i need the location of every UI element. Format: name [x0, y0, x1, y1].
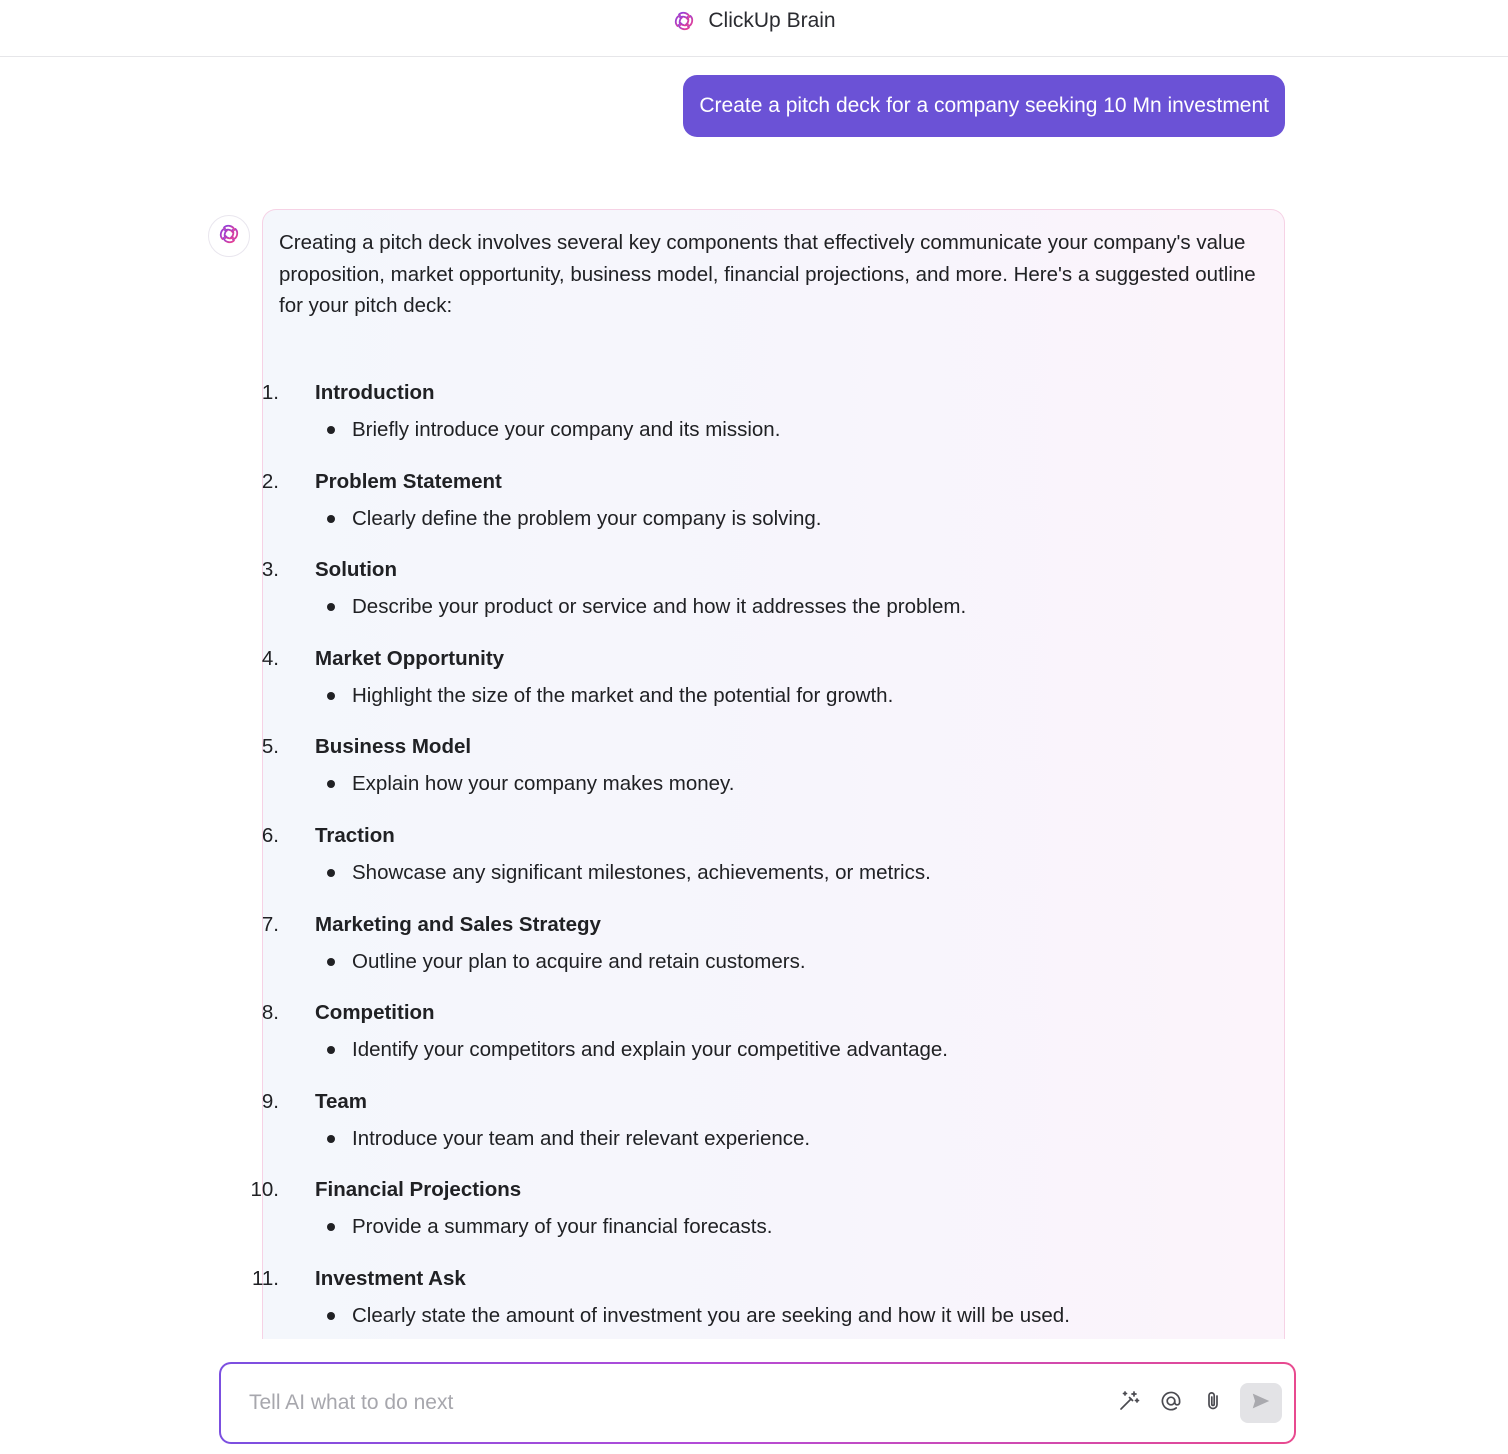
item-title: Traction: [315, 823, 395, 847]
ai-actions-button[interactable]: [1108, 1382, 1150, 1424]
item-description: Outline your plan to acquire and retain customers.: [352, 949, 806, 973]
list-item: [263, 375, 1263, 464]
item-description: Introduce your team and their relevant experience.: [352, 1126, 811, 1150]
app-title: ClickUp Brain: [708, 9, 836, 32]
item-description: Showcase any significant milestones, achievements, or metrics.: [352, 860, 931, 884]
item-description: Briefly introduce your company and its mission.: [352, 418, 781, 441]
item-title: Marketing and Sales Strategy: [315, 912, 601, 936]
item-description: Clearly define the problem your company is solving.: [352, 506, 822, 530]
item-title: Financial Projections: [315, 1178, 522, 1202]
ai-avatar: [208, 215, 250, 257]
ai-response-card: [250, 209, 1285, 1339]
item-description: Identify your competitors and explain your competitive advantage.: [352, 1038, 948, 1062]
item-title: Introduction: [315, 381, 435, 404]
bullet-icon: [327, 515, 335, 523]
bullet-icon: [327, 1223, 335, 1231]
mention-icon: [1159, 1389, 1183, 1418]
bullet-icon: [327, 1135, 335, 1143]
send-icon: [1250, 1390, 1272, 1417]
item-number: 5.: [261, 735, 279, 759]
ai-response-intro: Creating a pitch deck involves several key components that effectively communicate your company's value proposition, market opportunity, business model, financial projections, and more. Here's a suggested outline for your pitch deck:: [279, 231, 1256, 317]
composer-inner: [221, 1364, 1294, 1442]
item-number: 4.: [261, 646, 279, 670]
item-description: Highlight the size of the market and the potential for growth.: [352, 683, 894, 707]
item-title: Investment Ask: [315, 1266, 466, 1290]
list-item: [263, 1084, 1263, 1173]
list-item: [263, 729, 1263, 818]
item-title: Problem Statement: [315, 469, 502, 493]
list-item: [263, 464, 1263, 553]
item-number: 9.: [261, 1089, 279, 1113]
list-item: [252, 1261, 1263, 1350]
item-number: 11.: [252, 1266, 279, 1290]
bullet-icon: [327, 1312, 335, 1320]
item-number: 1.: [261, 381, 279, 404]
item-number: 8.: [261, 1001, 279, 1025]
user-message-bubble: Create a pitch deck for a company seeking 10 Mn investment: [683, 75, 1285, 137]
header-brand: [672, 9, 835, 33]
bullet-icon: [327, 869, 335, 877]
magic-wand-icon: [1117, 1389, 1141, 1418]
list-item: [250, 1172, 1263, 1261]
clickup-brain-logo-icon: [672, 9, 696, 33]
list-item: [263, 907, 1263, 996]
composer-tools: [1108, 1382, 1282, 1424]
item-number: 6.: [261, 823, 279, 847]
bullet-icon: [327, 958, 335, 966]
list-item: [263, 552, 1263, 641]
clickup-brain-avatar-icon: [217, 222, 241, 251]
item-title: Competition: [315, 1001, 435, 1025]
item-description: Explain how your company makes money.: [352, 772, 735, 796]
prompt-input[interactable]: [247, 1364, 1087, 1442]
bullet-icon: [327, 692, 335, 700]
pitch-deck-outline: [250, 375, 1263, 1350]
list-item: [263, 641, 1263, 730]
list-item: [263, 818, 1263, 907]
item-title: Market Opportunity: [315, 646, 505, 670]
bullet-icon: [327, 603, 335, 611]
item-title: Team: [315, 1089, 368, 1113]
item-title: Business Model: [315, 735, 472, 759]
attach-icon: [1201, 1389, 1225, 1418]
item-number: 3.: [261, 558, 279, 582]
item-description: Clearly state the amount of investment you are seeking and how it will be used.: [352, 1303, 1070, 1327]
item-description: Provide a summary of your financial forecasts.: [352, 1215, 773, 1239]
list-item: [263, 995, 1263, 1084]
send-button[interactable]: [1240, 1383, 1282, 1423]
bullet-icon: [327, 426, 335, 434]
item-title: Solution: [315, 558, 397, 582]
mention-button[interactable]: [1150, 1382, 1192, 1424]
composer: [219, 1362, 1296, 1444]
bullet-icon: [327, 1046, 335, 1054]
item-number: 2.: [261, 469, 279, 493]
top-bar: [0, 0, 1508, 57]
bullet-icon: [327, 780, 335, 788]
item-description: Describe your product or service and how it addresses the problem.: [352, 595, 967, 619]
attach-button[interactable]: [1192, 1382, 1234, 1424]
item-number: 7.: [261, 912, 279, 936]
item-number: 10.: [250, 1178, 279, 1202]
